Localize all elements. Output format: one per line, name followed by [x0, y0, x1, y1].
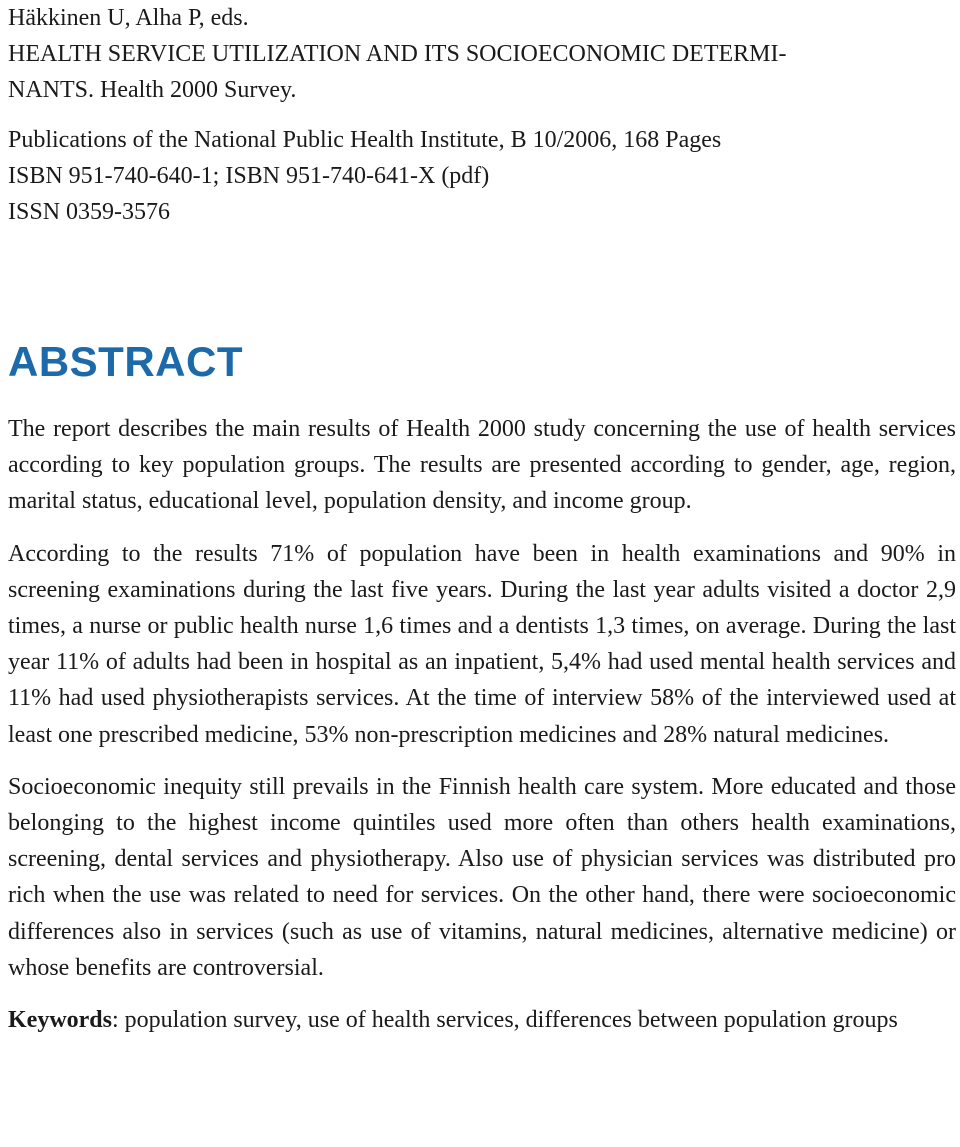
- abstract-heading: ABSTRACT: [8, 338, 243, 385]
- bibliographic-info: [8, 0, 956, 230]
- publication-series: Publications of the National Public Health Institute, B 10/2006, 168 Pages: [8, 127, 722, 153]
- abstract-paragraph-1: The report describes the main results of Health 2000 study concerning the use of health services according to key population groups. The results are presented according to gender, age, region, marital status, educational level, population density, and income group.: [8, 416, 956, 515]
- document-page: [8, 0, 956, 230]
- keywords-text: : population survey, use of health services, differences between population groups: [112, 1007, 898, 1034]
- abstract-body: [8, 411, 956, 1038]
- publication-title-line-1: HEALTH SERVICE UTILIZATION AND ITS SOCIOECONOMIC DETERMI-: [8, 41, 787, 67]
- abstract-paragraph-3: Socioeconomic inequity still prevails in the Finnish health care system. More educated and those belonging to the highest income quintiles used more often than others health examinations, screening, dental services and physiotherapy. Also use of physician services was distributed pro rich when the use was related to need for services. On the other hand, there were socioeconomic differences also in services (such as use of vitamins, natural medicines, alternative medicine) or whose benefits are controversial.: [8, 773, 956, 981]
- keywords: [8, 1002, 956, 1038]
- publication-title-line-2: NANTS. Health 2000 Survey.: [8, 77, 297, 103]
- abstract-paragraph-2: According to the results 71% of population have been in health examinations and 90% in screening examinations during the last five years. During the last year adults visited a doctor 2,9 times, a nurse or public health nurse 1,6 times and a dentists 1,3 times, on average. During the last year 11% of adults had been in hospital as an inpatient, 5,4% had used mental health services and 11% had used physiotherapists services. At the time of interview 58% of the interviewed used at least one prescribed medicine, 53% non-prescription medicines and 28% natural medicines.: [8, 540, 956, 748]
- keywords-label: Keywords: [8, 1007, 112, 1034]
- editors: Häkkinen U, Alha P, eds.: [8, 5, 249, 31]
- issn: ISSN 0359-3576: [8, 199, 171, 225]
- isbn: ISBN 951-740-640-1; ISBN 951-740-641-X (pdf): [8, 163, 490, 189]
